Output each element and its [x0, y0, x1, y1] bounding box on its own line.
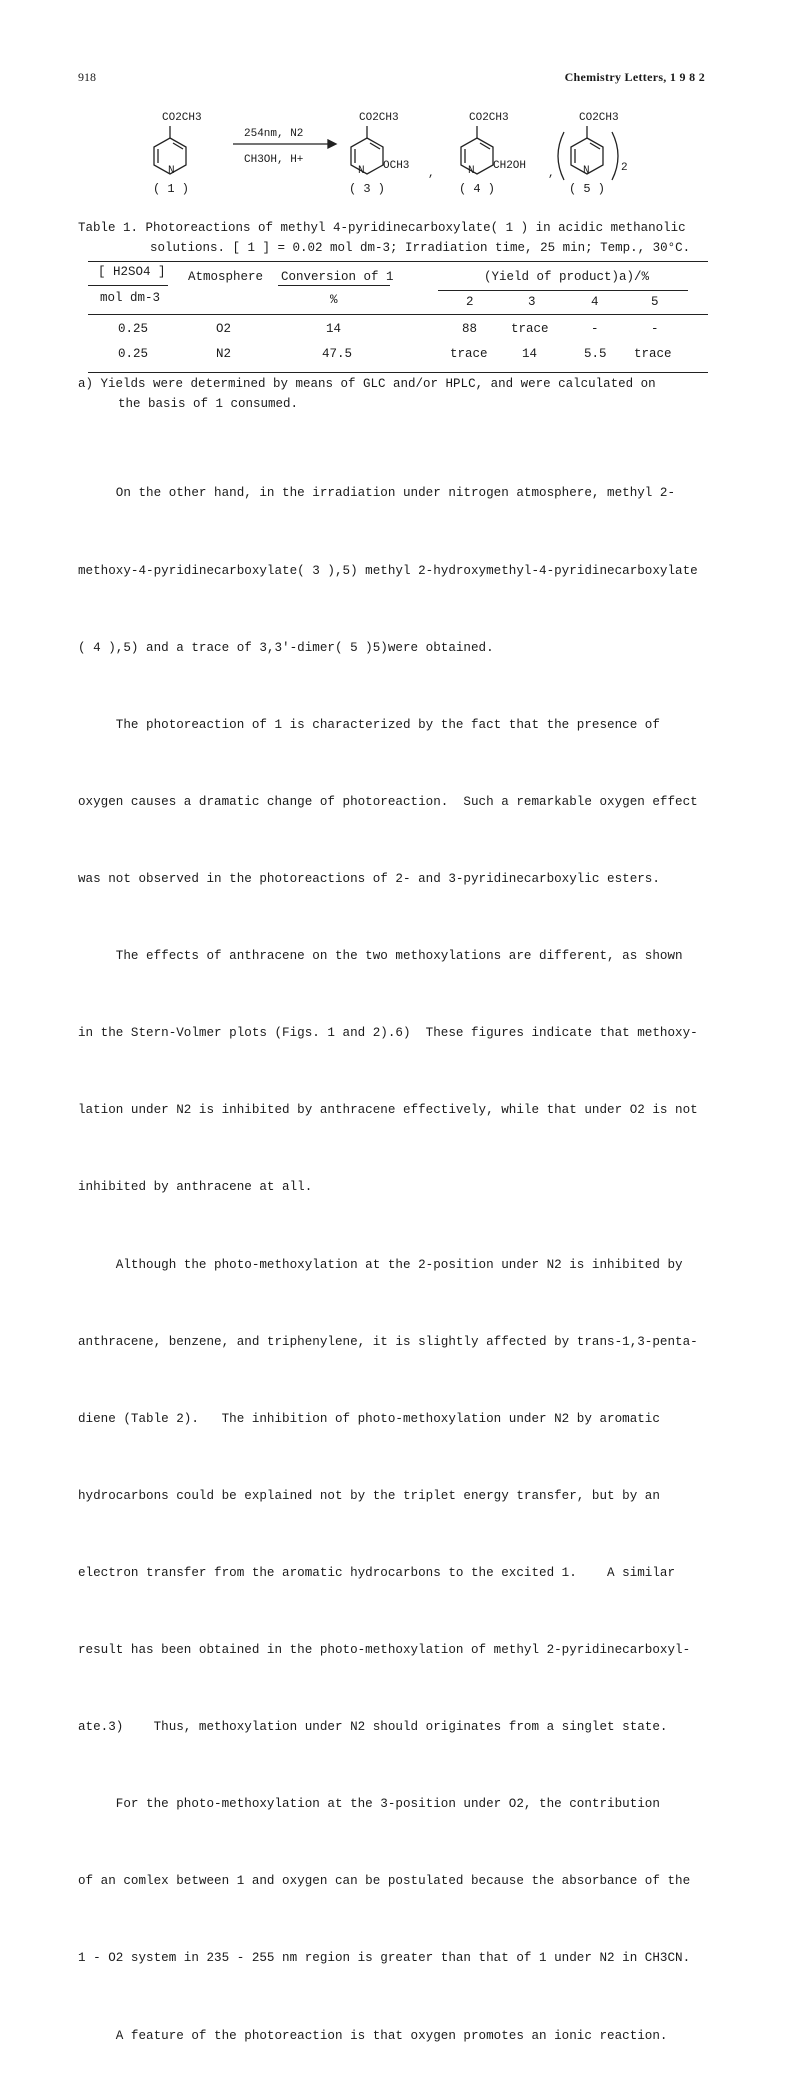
compound-3-group: OCH3	[383, 160, 410, 172]
col-header-yield: (Yield of product)a)/%	[484, 270, 650, 284]
body-line: diene (Table 2). The inhibition of photo-methoxylation under N2 by aromatic	[78, 1411, 660, 1426]
compound-4-group: CH2OH	[493, 160, 527, 172]
body-line: ( 4 ),5) and a trace of 3,3'-dimer( 5 )5)were obtained.	[78, 640, 494, 655]
body-line: of an comlex between 1 and oxygen can be postulated because the absorbance of the	[78, 1874, 691, 1889]
body-line: The photoreaction of 1 is characterized by the fact that the presence of	[78, 717, 660, 732]
cell-yield-2: trace	[450, 347, 488, 361]
table-header-subrule	[88, 285, 168, 286]
col-header-atmosphere: Atmosphere	[188, 270, 264, 284]
table-bottom-rule	[88, 372, 708, 373]
footnote-line: a) Yields were determined by means of GLC and/or HPLC, and were calculated on	[78, 377, 656, 391]
body-line: was not observed in the photoreactions of 2- and 3-pyridinecarboxylic esters.	[78, 871, 660, 886]
footnote-line: the basis of 1 consumed.	[118, 397, 299, 411]
body-line: On the other hand, in the irradiation under nitrogen atmosphere, methyl 2-	[78, 486, 676, 501]
col-header-conversion: Conversion of 1	[281, 270, 394, 284]
n-atom-3: N	[358, 165, 365, 177]
body-line: in the Stern-Volmer plots (Figs. 1 and 2).6) These figures indicate that methoxy-	[78, 1026, 698, 1041]
col-header-h2so4: [ H2SO4 ]	[98, 265, 166, 279]
body-line: For the photo-methoxylation at the 3-position under O2, the contribution	[78, 1797, 660, 1812]
pyridine-ring-3	[351, 126, 383, 174]
cell-conversion: 47.5	[322, 347, 353, 361]
cell-h2so4: 0.25	[118, 322, 149, 336]
cell-yield-5: -	[651, 322, 659, 336]
cell-conversion: 14	[326, 322, 342, 336]
structure-drawing	[130, 110, 730, 205]
cell-yield-5: trace	[634, 347, 672, 361]
col-header-product: 3	[528, 295, 536, 309]
pyridine-ring-4	[461, 126, 493, 174]
body-line: The effects of anthracene on the two methoxylations are different, as shown	[78, 949, 683, 964]
col-header-h2so4-unit: mol dm-3	[100, 291, 161, 305]
cell-h2so4: 0.25	[118, 347, 149, 361]
body-line: result has been obtained in the photo-methoxylation of methyl 2-pyridinecarboxyl-	[78, 1643, 691, 1658]
body-line: methoxy-4-pyridinecarboxylate( 3 ),5) methyl 2-hydroxymethyl-4-pyridinecarboxylate	[78, 563, 698, 578]
body-text	[78, 430, 710, 2075]
cell-atmosphere: N2	[216, 347, 232, 361]
compound-5-substituent: CO2CH3	[579, 112, 619, 124]
n-atom-4: N	[468, 165, 475, 177]
body-line: A feature of the photoreaction is that oxygen promotes an ionic reaction.	[78, 2028, 668, 2043]
body-line: Although the photo-methoxylation at the 2-position under N2 is inhibited by	[78, 1257, 683, 1272]
compound-label: ( 4 )	[459, 182, 496, 196]
col-header-product: 5	[651, 295, 659, 309]
reaction-scheme	[130, 110, 730, 205]
compound-1-substituent: CO2CH3	[162, 112, 202, 124]
col-header-product: 4	[591, 295, 599, 309]
compound-4-substituent: CO2CH3	[469, 112, 509, 124]
page-number: 918	[78, 70, 96, 84]
page-header	[78, 70, 705, 90]
col-header-conversion-unit: %	[330, 293, 338, 307]
separator-comma: ,	[548, 168, 555, 180]
caption-line: solutions. [ 1 ] = 0.02 mol dm-3; Irradiation time, 25 min; Temp., 30°C.	[150, 241, 691, 255]
table-footnote	[78, 374, 656, 414]
compound-label: ( 3 )	[349, 182, 386, 196]
compound-label: ( 1 )	[153, 182, 190, 196]
separator-comma: ,	[428, 168, 435, 180]
arrow-top-label: 254nm, N2	[244, 128, 304, 140]
body-line: lation under N2 is inhibited by anthracene effectively, while that under O2 is not	[78, 1103, 698, 1118]
table-header-subrule	[438, 290, 688, 291]
table-caption	[78, 218, 718, 258]
n-atom-1: N	[168, 165, 175, 177]
table-header-subrule	[278, 285, 390, 286]
arrow-bottom-label: CH3OH, H+	[244, 154, 304, 166]
compound-5-multiplier: 2	[621, 162, 628, 174]
body-line: ate.3) Thus, methoxylation under N2 should originates from a singlet state.	[78, 1720, 668, 1735]
cell-yield-3: trace	[511, 322, 549, 336]
cell-yield-4: 5.5	[584, 347, 607, 361]
cell-yield-2: 88	[462, 322, 478, 336]
body-line: hydrocarbons could be explained not by the triplet energy transfer, but by an	[78, 1488, 660, 1503]
caption-line: Table 1. Photoreactions of methyl 4-pyridinecarboxylate( 1 ) in acidic methanolic	[78, 221, 686, 235]
body-line: inhibited by anthracene at all.	[78, 1180, 313, 1195]
cell-yield-3: 14	[522, 347, 538, 361]
journal-name: Chemistry Letters, 1 9 8 2	[564, 70, 705, 84]
compound-label: ( 5 )	[569, 182, 606, 196]
col-header-product: 2	[466, 295, 474, 309]
body-line: anthracene, benzene, and triphenylene, it is slightly affected by trans-1,3-penta-	[78, 1334, 698, 1349]
compound-3-substituent: CO2CH3	[359, 112, 399, 124]
table-header-rule	[88, 314, 708, 315]
cell-yield-4: -	[591, 322, 599, 336]
cell-atmosphere: O2	[216, 322, 232, 336]
n-atom-5: N	[583, 165, 590, 177]
body-line: 1 - O2 system in 235 - 255 nm region is greater than that of 1 under N2 in CH3CN.	[78, 1951, 691, 1966]
body-line: oxygen causes a dramatic change of photoreaction. Such a remarkable oxygen effect	[78, 794, 698, 809]
body-line: electron transfer from the aromatic hydrocarbons to the excited 1. A similar	[78, 1565, 676, 1580]
table-top-rule	[88, 261, 708, 262]
reaction-arrow	[233, 140, 336, 148]
